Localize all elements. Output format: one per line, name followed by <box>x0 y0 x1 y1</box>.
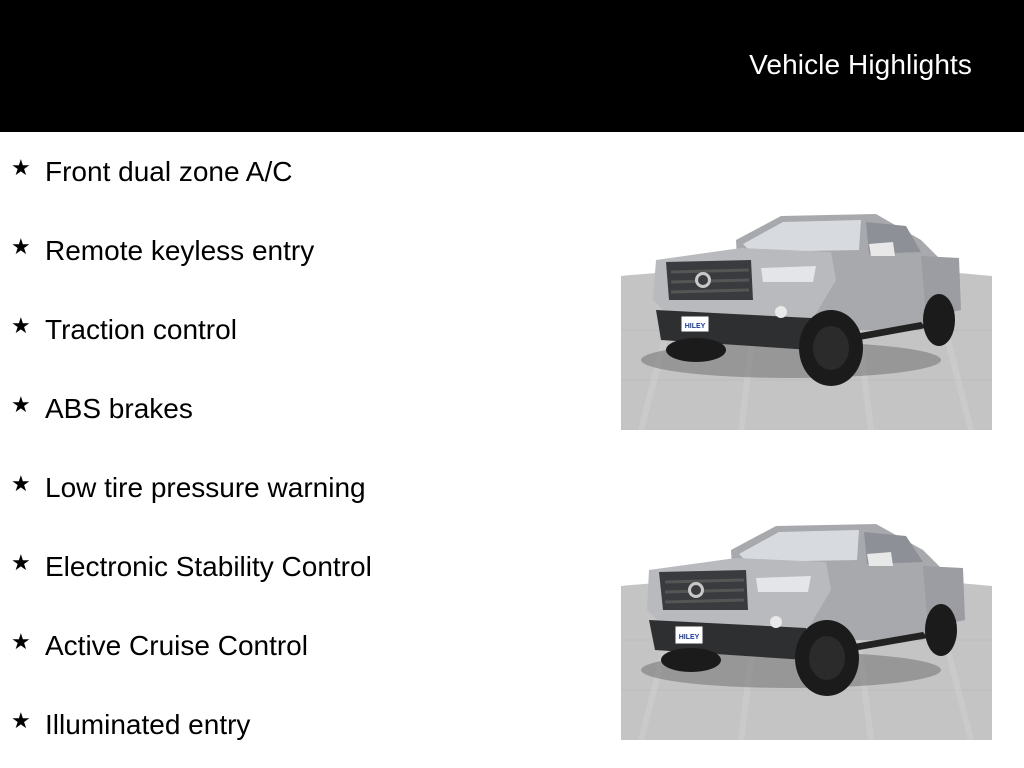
feature-item <box>11 152 292 192</box>
feature-item <box>11 389 193 429</box>
feature-label: Electronic Stability Control <box>45 551 372 582</box>
feature-label: Front dual zone A/C <box>45 156 293 187</box>
license-plate: HILEY <box>678 634 700 641</box>
feature-label: Active Cruise Control <box>45 630 308 661</box>
star-icon: ★ <box>11 234 31 259</box>
star-icon: ★ <box>11 155 31 180</box>
feature-label: Illuminated entry <box>45 709 251 740</box>
feature-item <box>11 310 237 350</box>
feature-item <box>11 626 308 666</box>
page-title: Vehicle Highlights <box>749 49 972 80</box>
feature-item <box>11 705 250 745</box>
truck-illustration <box>621 200 992 430</box>
star-icon: ★ <box>11 313 31 338</box>
star-icon: ★ <box>11 629 31 654</box>
truck-illustration <box>621 510 992 740</box>
license-plate: HILEY <box>684 323 706 330</box>
feature-item <box>11 468 366 508</box>
star-icon: ★ <box>11 471 31 496</box>
feature-item <box>11 231 314 271</box>
feature-label: Traction control <box>45 314 237 345</box>
header-banner <box>0 0 1024 132</box>
vehicle-photo <box>621 510 992 740</box>
feature-label: Low tire pressure warning <box>45 472 366 503</box>
feature-item <box>11 547 372 587</box>
star-icon: ★ <box>11 392 31 417</box>
feature-label: Remote keyless entry <box>45 235 315 266</box>
star-icon: ★ <box>11 708 31 733</box>
feature-label: ABS brakes <box>45 393 193 424</box>
star-icon: ★ <box>11 550 31 575</box>
vehicle-photo <box>621 200 992 430</box>
